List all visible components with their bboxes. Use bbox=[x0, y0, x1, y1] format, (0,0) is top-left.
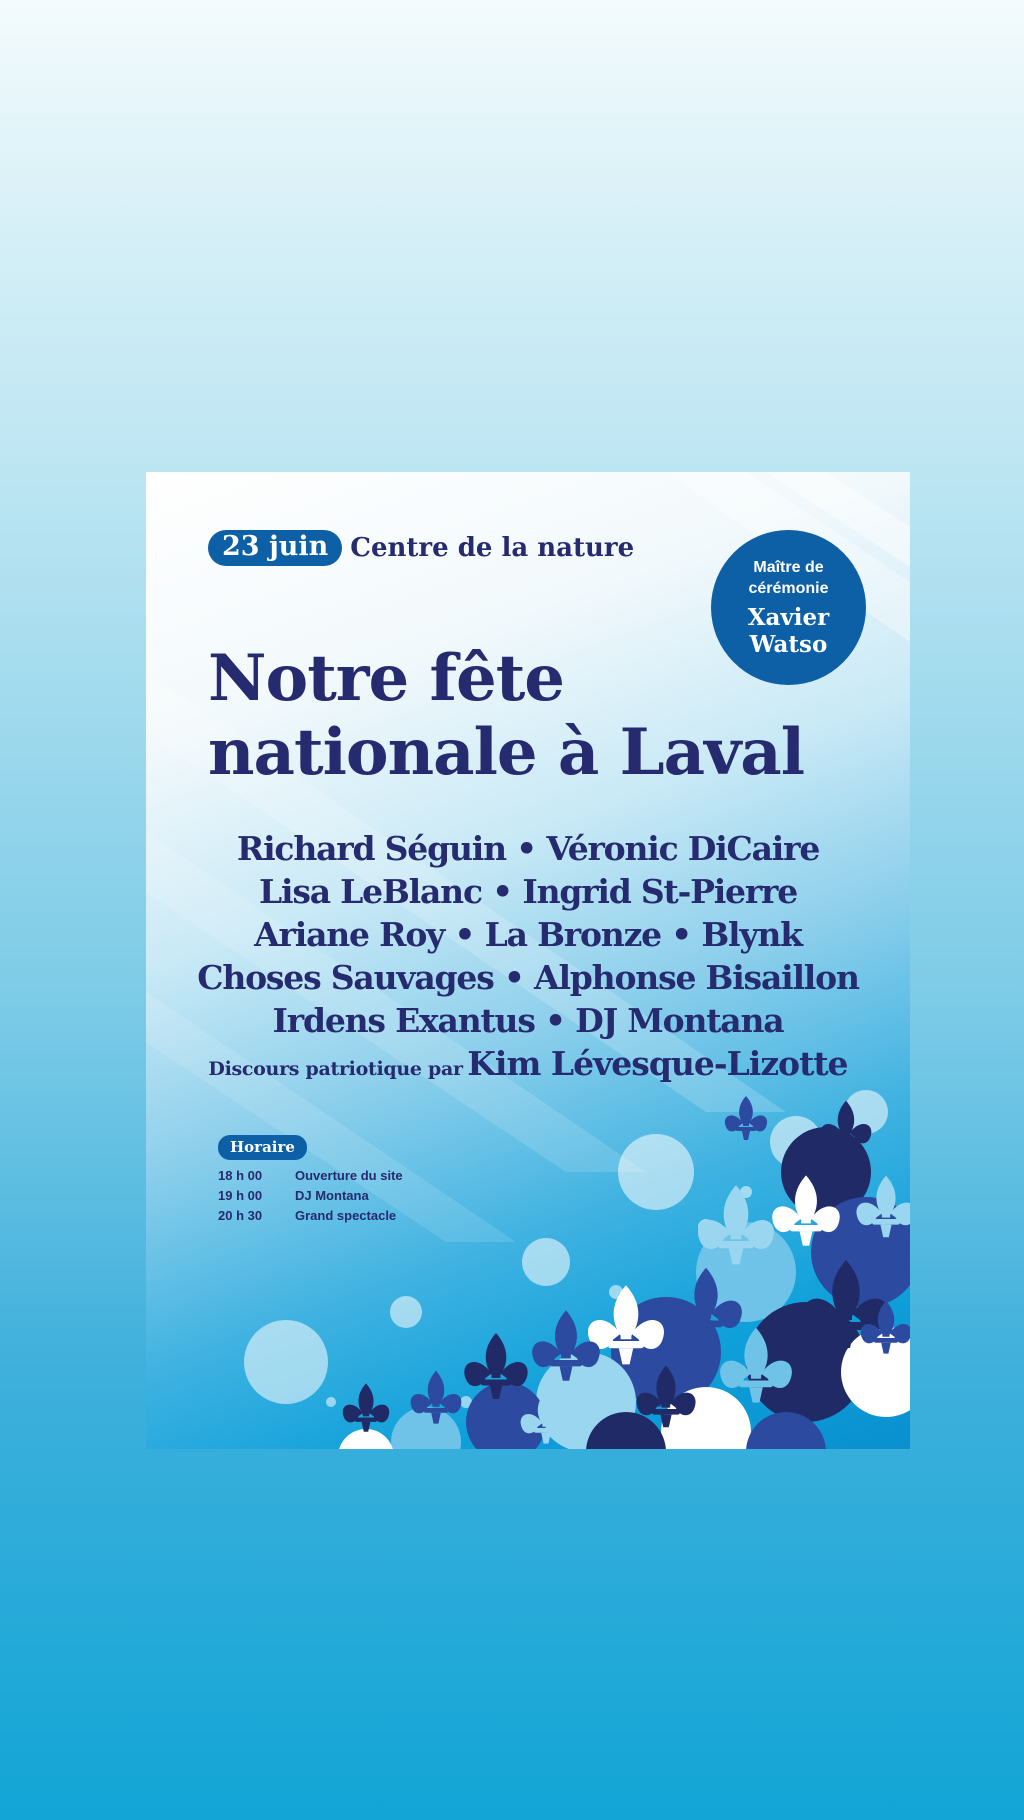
schedule-row bbox=[218, 1166, 403, 1186]
schedule-event: DJ Montana bbox=[295, 1188, 369, 1203]
schedule bbox=[218, 1135, 403, 1226]
schedule-time: 18 h 00 bbox=[218, 1168, 263, 1183]
mc-name: Xavier Watso bbox=[747, 604, 830, 658]
lineup-line: Richard Séguin • Véronic DiCaire bbox=[236, 829, 820, 868]
lineup-line: Lisa LeBlanc • Ingrid St-Pierre bbox=[258, 872, 798, 911]
schedule-row bbox=[218, 1206, 403, 1226]
date-badge: 23 juin bbox=[208, 530, 342, 566]
event-poster bbox=[146, 472, 910, 1449]
lineup-line: Ariane Roy • La Bronze • Blynk bbox=[254, 915, 802, 954]
fleur-de-lis-decoration bbox=[146, 472, 910, 1449]
lineup-line: Irdens Exantus • DJ Montana bbox=[272, 1001, 784, 1040]
schedule-time: 20 h 30 bbox=[218, 1208, 263, 1223]
speech-speaker: Kim Lévesque-Lizotte bbox=[467, 1044, 848, 1083]
mc-label: Maître de cérémonie bbox=[748, 559, 829, 597]
schedule-event: Ouverture du site bbox=[295, 1168, 403, 1183]
schedule-event: Grand spectacle bbox=[295, 1208, 397, 1223]
poster-title: Notre fête nationale à Laval bbox=[208, 641, 805, 790]
schedule-time: 19 h 00 bbox=[218, 1188, 263, 1203]
schedule-label: Horaire bbox=[218, 1135, 307, 1160]
venue-label: Centre de la nature bbox=[350, 533, 635, 563]
lineup-line: Choses Sauvages • Alphonse Bisaillon bbox=[197, 958, 859, 997]
schedule-row bbox=[218, 1186, 403, 1206]
speech-prefix: Discours patriotique par bbox=[208, 1058, 463, 1080]
